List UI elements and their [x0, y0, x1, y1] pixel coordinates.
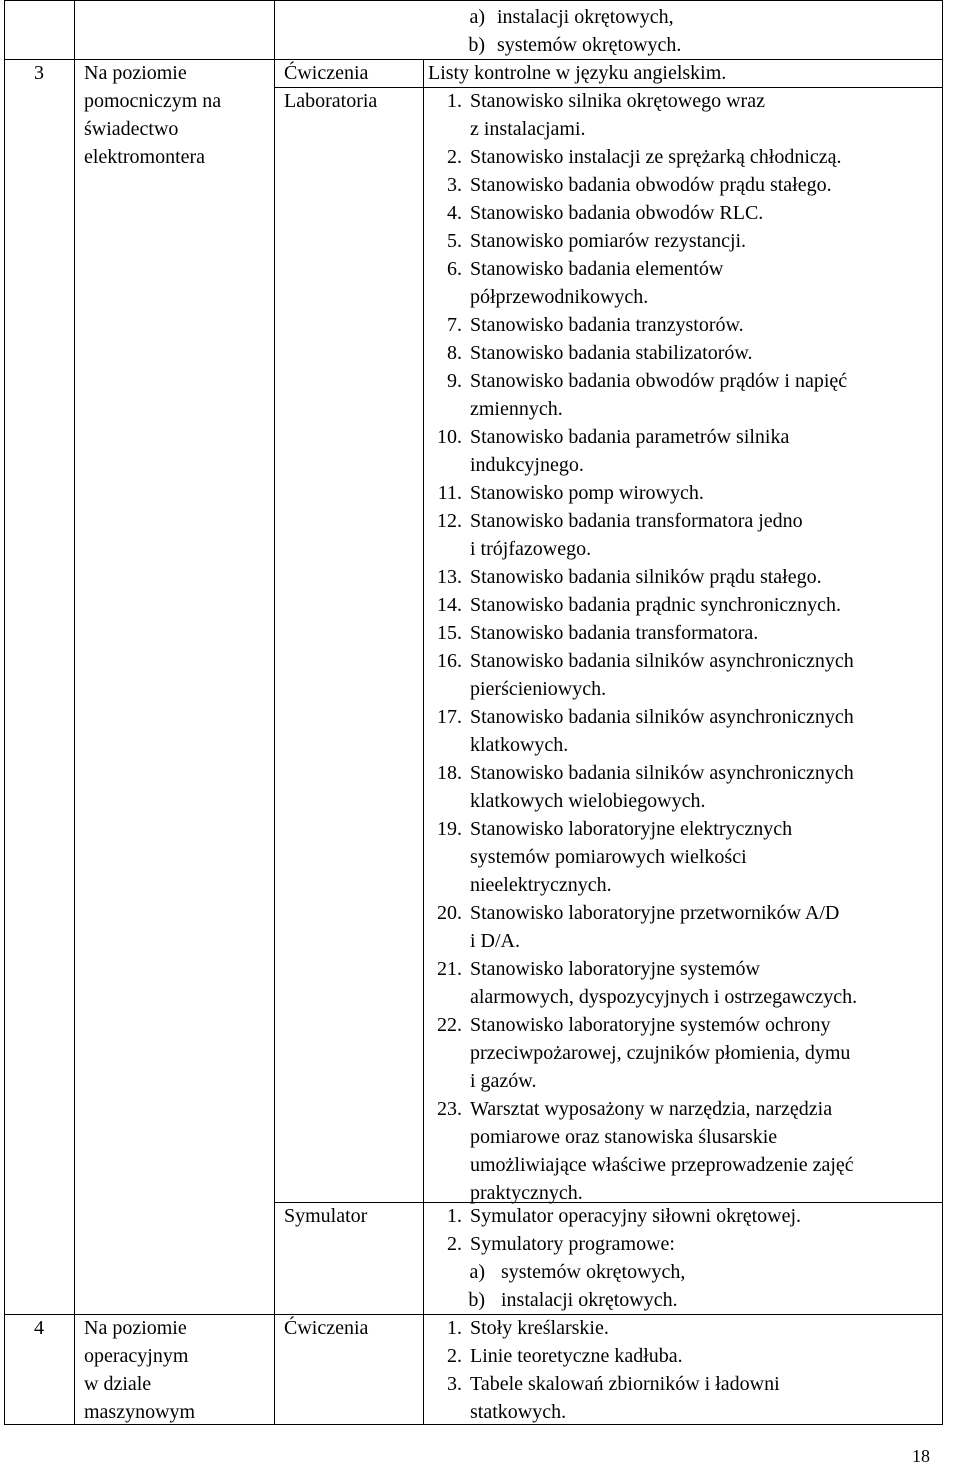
simulator-item-number: 1.: [447, 1205, 462, 1227]
laboratory-item-text: Stanowisko laboratoryjne systemów ochrony: [470, 1014, 831, 1036]
laboratory-item-text: Stanowisko laboratoryjne systemów: [470, 958, 760, 980]
simulator-item-text: Symulator operacyjny siłowni okrętowej.: [470, 1205, 802, 1227]
laboratory-item-number: 12.: [437, 510, 462, 532]
laboratory-item-text: alarmowych, dyspozycyjnych i ostrzegawczych.: [470, 986, 858, 1008]
laboratory-item-number: 9.: [447, 370, 462, 392]
laboratory-item-text: przeciwpożarowej, czujników płomienia, dymu: [470, 1042, 851, 1064]
laboratory-item-number: 2.: [447, 146, 462, 168]
laboratory-item-number: 20.: [437, 902, 462, 924]
row4-level-line: Na poziomie: [84, 1317, 187, 1339]
laboratory-item-text: klatkowych.: [470, 734, 569, 756]
laboratory-item-number: 8.: [447, 342, 462, 364]
laboratory-item-number: 14.: [437, 594, 462, 616]
top-sub-marker: a): [469, 6, 485, 28]
row4-level-line: maszynowym: [84, 1401, 196, 1423]
laboratory-item-text: Stanowisko badania transformatora.: [470, 622, 759, 644]
laboratory-item-text: Stanowisko badania obwodów prądu stałego.: [470, 174, 832, 196]
row3-level-line: pomocniczym na: [84, 90, 222, 112]
laboratory-item-text: Stanowisko pomp wirowych.: [470, 482, 704, 504]
laboratory-item-text: Stanowisko badania elementów: [470, 258, 724, 280]
laboratory-item-text: nieelektrycznych.: [470, 874, 612, 896]
simulator-item-number: 2.: [447, 1233, 462, 1255]
laboratory-item-number: 19.: [437, 818, 462, 840]
row3-level-line: elektromontera: [84, 146, 206, 168]
laboratory-item-number: 13.: [437, 566, 462, 588]
laboratory-item-text: Stanowisko badania parametrów silnika: [470, 426, 790, 448]
laboratory-item-text: Stanowisko instalacji ze sprężarką chłodniczą.: [470, 146, 842, 168]
top-sub-marker: b): [468, 34, 485, 56]
laboratory-item-number: 6.: [447, 258, 462, 280]
laboratory-item-text: umożliwiające właściwe przeprowadzenie zajęć: [470, 1154, 854, 1176]
laboratory-item-text: klatkowych wielobiegowych.: [470, 790, 706, 812]
laboratory-item-number: 18.: [437, 762, 462, 784]
laboratory-item-number: 5.: [447, 230, 462, 252]
simulator-sub-marker: a): [469, 1261, 485, 1283]
laboratory-item-text: Stanowisko badania obwodów prądów i napięć: [470, 370, 848, 392]
row3-exercises-content: Listy kontrolne w języku angielskim.: [428, 62, 727, 84]
simulator-sub-text: instalacji okrętowych.: [501, 1289, 678, 1311]
row4-exercise-item-number: 1.: [447, 1317, 462, 1339]
simulator-sub-text: systemów okrętowych,: [501, 1261, 686, 1283]
row3-lp: 3: [34, 62, 44, 84]
row4-exercise-item-text: Tabele skalowań zbiorników i ładowni: [470, 1373, 780, 1395]
laboratory-item-text: Stanowisko silnika okrętowego wraz: [470, 90, 765, 112]
row3-exercises-type: Ćwiczenia: [284, 62, 369, 84]
row3-level-line: świadectwo: [84, 118, 179, 140]
laboratory-item-text: Stanowisko badania transformatora jedno: [470, 510, 803, 532]
laboratory-item-text: Stanowisko laboratoryjne przetworników A/D: [470, 902, 840, 924]
column-divider-level: [274, 0, 275, 1425]
laboratory-item-number: 17.: [437, 706, 462, 728]
row4-exercise-item-text: Stoły kreślarskie.: [470, 1317, 609, 1339]
laboratory-item-number: 22.: [437, 1014, 462, 1036]
laboratory-item-text: i D/A.: [470, 930, 520, 952]
laboratory-item-number: 10.: [437, 426, 462, 448]
laboratory-item-number: 16.: [437, 650, 462, 672]
laboratory-item-text: i gazów.: [470, 1070, 537, 1092]
laboratory-item-text: Stanowisko badania stabilizatorów.: [470, 342, 753, 364]
row4-lp: 4: [34, 1317, 44, 1339]
laboratory-item-number: 4.: [447, 202, 462, 224]
laboratory-item-text: półprzewodnikowych.: [470, 286, 649, 308]
laboratory-item-text: Stanowisko badania silników asynchronicznych: [470, 706, 854, 728]
laboratory-item-number: 1.: [447, 90, 462, 112]
laboratory-item-text: Stanowisko pomiarów rezystancji.: [470, 230, 747, 252]
laboratory-item-text: systemów pomiarowych wielkości: [470, 846, 747, 868]
laboratory-item-text: Warsztat wyposażony w narzędzia, narzędzia: [470, 1098, 833, 1120]
laboratory-item-text: i trójfazowego.: [470, 538, 592, 560]
top-sub-text: systemów okrętowych.: [497, 34, 682, 56]
row3-level-line: Na poziomie: [84, 62, 187, 84]
row4-exercises-type: Ćwiczenia: [284, 1317, 369, 1339]
laboratory-item-text: Stanowisko badania silników asynchronicznych: [470, 650, 854, 672]
laboratory-item-number: 15.: [437, 622, 462, 644]
row4-level-line: operacyjnym: [84, 1345, 189, 1367]
laboratory-item-number: 23.: [437, 1098, 462, 1120]
laboratory-item-text: pomiarowe oraz stanowiska ślusarskie: [470, 1126, 778, 1148]
page-number: 18: [912, 1446, 930, 1466]
row4-level-line: w dziale: [84, 1373, 152, 1395]
top-sub-text: instalacji okrętowych,: [497, 6, 674, 28]
laboratory-item-text: Stanowisko badania obwodów RLC.: [470, 202, 764, 224]
row3-laboratory-type: Laboratoria: [284, 90, 378, 112]
column-divider-lp: [74, 0, 75, 1425]
laboratory-item-number: 11.: [437, 482, 462, 504]
laboratory-item-text: pierścieniowych.: [470, 678, 607, 700]
laboratory-item-text: z instalacjami.: [470, 118, 586, 140]
laboratory-item-text: Stanowisko badania tranzystorów.: [470, 314, 744, 336]
laboratory-item-number: 21.: [437, 958, 462, 980]
laboratory-item-number: 3.: [447, 174, 462, 196]
row4-exercise-item-text: statkowych.: [470, 1401, 567, 1423]
laboratory-item-text: Stanowisko badania silników prądu stałego.: [470, 566, 822, 588]
simulator-item-text: Symulatory programowe:: [470, 1233, 675, 1255]
row4-exercise-item-number: 2.: [447, 1345, 462, 1367]
laboratory-item-number: 7.: [447, 314, 462, 336]
laboratory-item-text: Stanowisko laboratoryjne elektrycznych: [470, 818, 793, 840]
row4-exercise-item-number: 3.: [447, 1373, 462, 1395]
row3-simulator-type: Symulator: [284, 1205, 368, 1227]
laboratory-item-text: Stanowisko badania prądnic synchronicznych.: [470, 594, 842, 616]
simulator-sub-marker: b): [468, 1289, 485, 1311]
laboratory-item-text: indukcyjnego.: [470, 454, 584, 476]
laboratory-item-text: zmiennych.: [470, 398, 563, 420]
row4-exercise-item-text: Linie teoretyczne kadłuba.: [470, 1345, 683, 1367]
laboratory-item-text: Stanowisko badania silników asynchronicznych: [470, 762, 854, 784]
laboratory-item-text: praktycznych.: [470, 1182, 583, 1204]
